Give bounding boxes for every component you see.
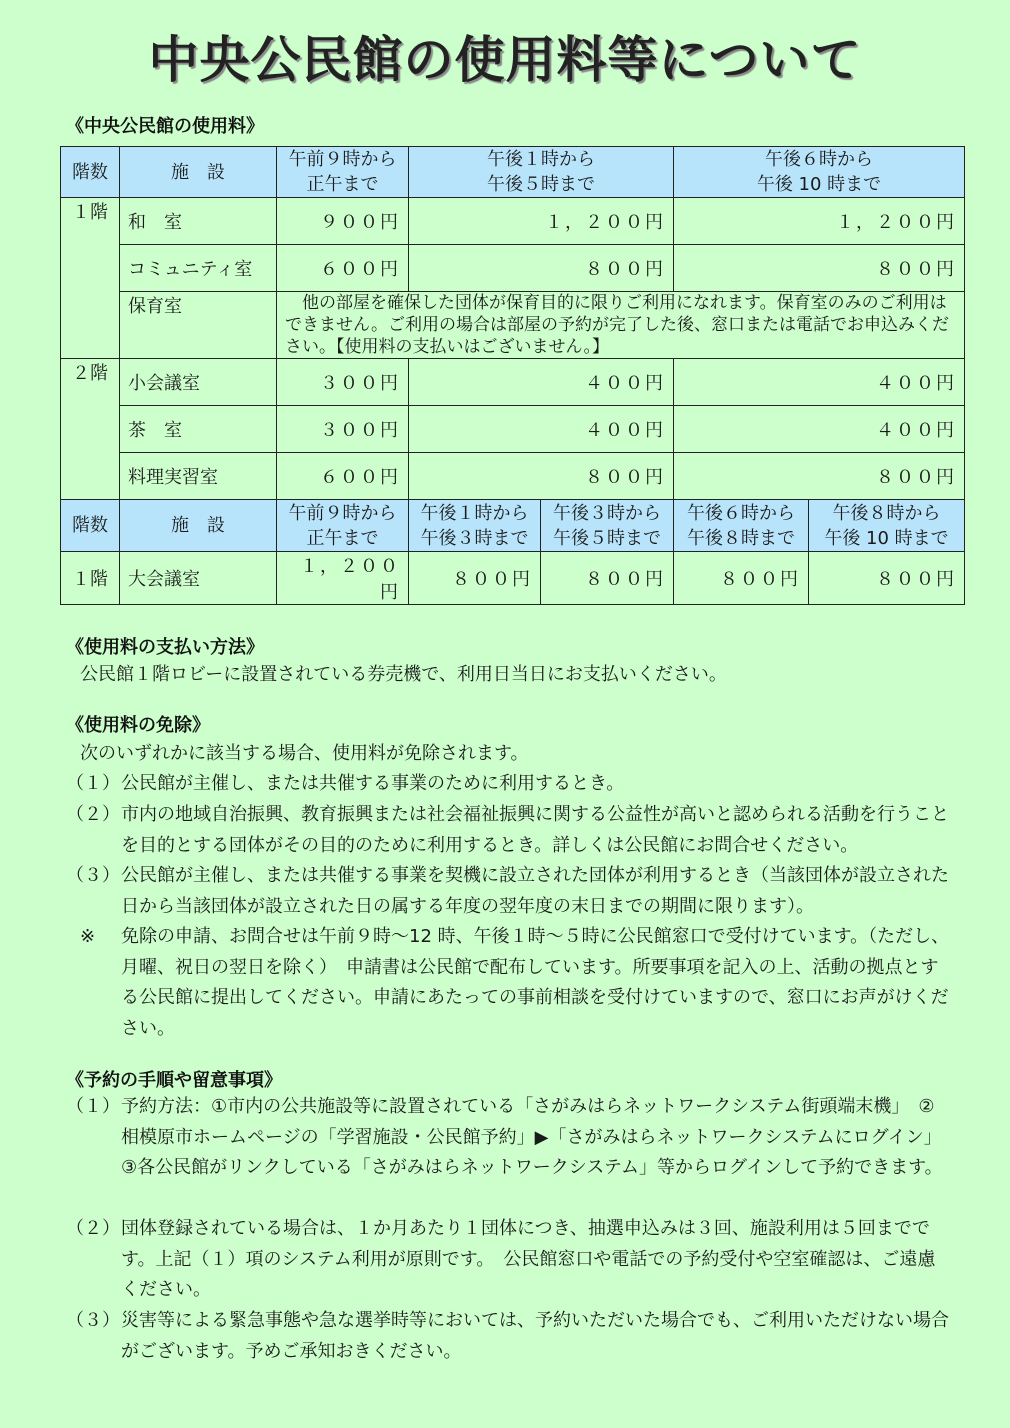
fee-value: １，２００円	[277, 552, 409, 605]
col-facility: 施 設	[120, 500, 277, 552]
list-label: （１）	[66, 773, 120, 794]
list-item: 団体登録されている場合は、１か月あたり１団体につき、抽選申込みは３回、施設利用は５回までです。上記（１）項のシステム利用が原則です。 公民館窓口や電話での予約受付や空室確認は、ご遠慮ください。	[121, 1218, 936, 1300]
col-slot: 午後８時から 午後 10 時まで	[809, 500, 965, 552]
table-row	[61, 453, 965, 500]
room-name: 小会議室	[120, 359, 277, 406]
fee-value: ４００円	[409, 359, 674, 406]
fee-value: ８００円	[809, 552, 965, 605]
reservation-heading: 《予約の手順や留意事項》	[66, 1070, 282, 1091]
fee-value: ８００円	[674, 552, 809, 605]
list-label: （２）	[66, 1218, 120, 1239]
table-row	[61, 292, 965, 359]
list-label: （３）	[66, 1310, 120, 1331]
payment-heading: 《使用料の支払い方法》	[66, 637, 264, 658]
fee-value: ３００円	[277, 406, 409, 453]
fee-value: ６００円	[277, 453, 409, 500]
fee-value: ６００円	[277, 245, 409, 292]
fee-value: ３００円	[277, 359, 409, 406]
list-label: （１）	[66, 1096, 120, 1117]
fees-heading: 《中央公民館の使用料》	[66, 116, 264, 137]
list-label: （３）	[66, 865, 120, 886]
exemption-heading: 《使用料の免除》	[66, 715, 210, 736]
page-title: 中央公民館の使用料等について	[148, 31, 862, 89]
payment-text: 公民館１階ロビーに設置されている券売機で、利用日当日にお支払いください。	[80, 664, 727, 685]
table-row	[61, 359, 965, 406]
fee-value: ８００円	[674, 453, 965, 500]
col-floor: 階数	[61, 147, 120, 198]
floor-label: １階	[61, 198, 120, 359]
list-item: 予約方法：①市内の公共施設等に設置されている「さがみはらネットワークシステム街頭端末機」 ②相模原市ホームページの「学習施設・公民館予約」▶「さがみはらネットワークシステムにログイン」 ③各公民館がリンクしている「さがみはらネットワークシステム」等からログインして予約できます。	[121, 1096, 951, 1178]
list-label: （２）	[66, 804, 120, 825]
room-name: コミュニティ室	[120, 245, 277, 292]
col-slot: 午後３時から 午後５時まで	[541, 500, 674, 552]
room-name: 大会議室	[120, 552, 277, 605]
fee-value: ８００円	[409, 245, 674, 292]
col-slot: 午前９時から 正午まで	[277, 500, 409, 552]
floor-label: ２階	[61, 359, 120, 500]
room-name: 保育室	[120, 292, 277, 359]
col-evening: 午後６時から 午後 10 時まで	[674, 147, 965, 198]
fee-value: １，２００円	[409, 198, 674, 245]
exemption-note: 免除の申請、お問合せは午前９時～12 時、午後１時～５時に公民館窓口で受付けています。（ただし、月曜、祝日の翌日を除く） 申請書は公民館で配布しています。所要事項を記入の上、活動の拠点とする公民館に提出してください。申請にあたっての事前相談を受付けていますので、窓口にお声がけください。	[121, 926, 950, 1039]
floor-label: １階	[61, 552, 120, 605]
room-name: 和 室	[120, 198, 277, 245]
nursery-note: 他の部屋を確保した団体が保育目的に限りご利用になれます。保育室のみのご利用はできません。ご利用の場合は部屋の予約が完了した後、窓口または電話でお申込みください。【使用料の支払いはございません。】	[277, 292, 965, 359]
fee-table	[60, 146, 965, 605]
fee-table-header	[61, 147, 965, 198]
table-row	[61, 245, 965, 292]
fee-value: ８００円	[409, 453, 674, 500]
table-row	[61, 552, 965, 605]
table-row	[61, 406, 965, 453]
col-afternoon: 午後１時から 午後５時まで	[409, 147, 674, 198]
list-item: 市内の地域自治振興、教育振興または社会福祉振興に関する公益性が高いと認められる活動を行うことを目的とする団体がその目的のために利用するとき。詳しくは公民館にお問合せください。	[121, 804, 949, 856]
fee-value: １，２００円	[674, 198, 965, 245]
note-mark: ※	[80, 926, 96, 947]
fee-value: ８００円	[409, 552, 541, 605]
list-item: 公民館が主催し、または共催する事業のために利用するとき。	[121, 773, 625, 794]
fee-value: ８００円	[541, 552, 674, 605]
list-item: 公民館が主催し、または共催する事業を契機に設立された団体が利用するとき（当該団体が設立された日から当該団体が設立された日の属する年度の翌年度の末日までの期間に限ります）。	[121, 865, 949, 917]
col-slot: 午後６時から 午後８時まで	[674, 500, 809, 552]
room-name: 茶 室	[120, 406, 277, 453]
room-name: 料理実習室	[120, 453, 277, 500]
fee-table-header-2	[61, 500, 965, 552]
list-item: 災害等による緊急事態や急な選挙時等においては、予約いただいた場合でも、ご利用いただけない場合がございます。予めご承知おきください。	[121, 1310, 949, 1362]
col-floor: 階数	[61, 500, 120, 552]
col-morning: 午前９時から 正午まで	[277, 147, 409, 198]
fee-value: ９００円	[277, 198, 409, 245]
exemption-intro: 次のいずれかに該当する場合、使用料が免除されます。	[80, 743, 529, 764]
table-row	[61, 198, 965, 245]
col-facility: 施 設	[120, 147, 277, 198]
fee-value: ４００円	[409, 406, 674, 453]
col-slot: 午後１時から 午後３時まで	[409, 500, 541, 552]
fee-value: ４００円	[674, 359, 965, 406]
fee-value: ８００円	[674, 245, 965, 292]
fee-value: ４００円	[674, 406, 965, 453]
